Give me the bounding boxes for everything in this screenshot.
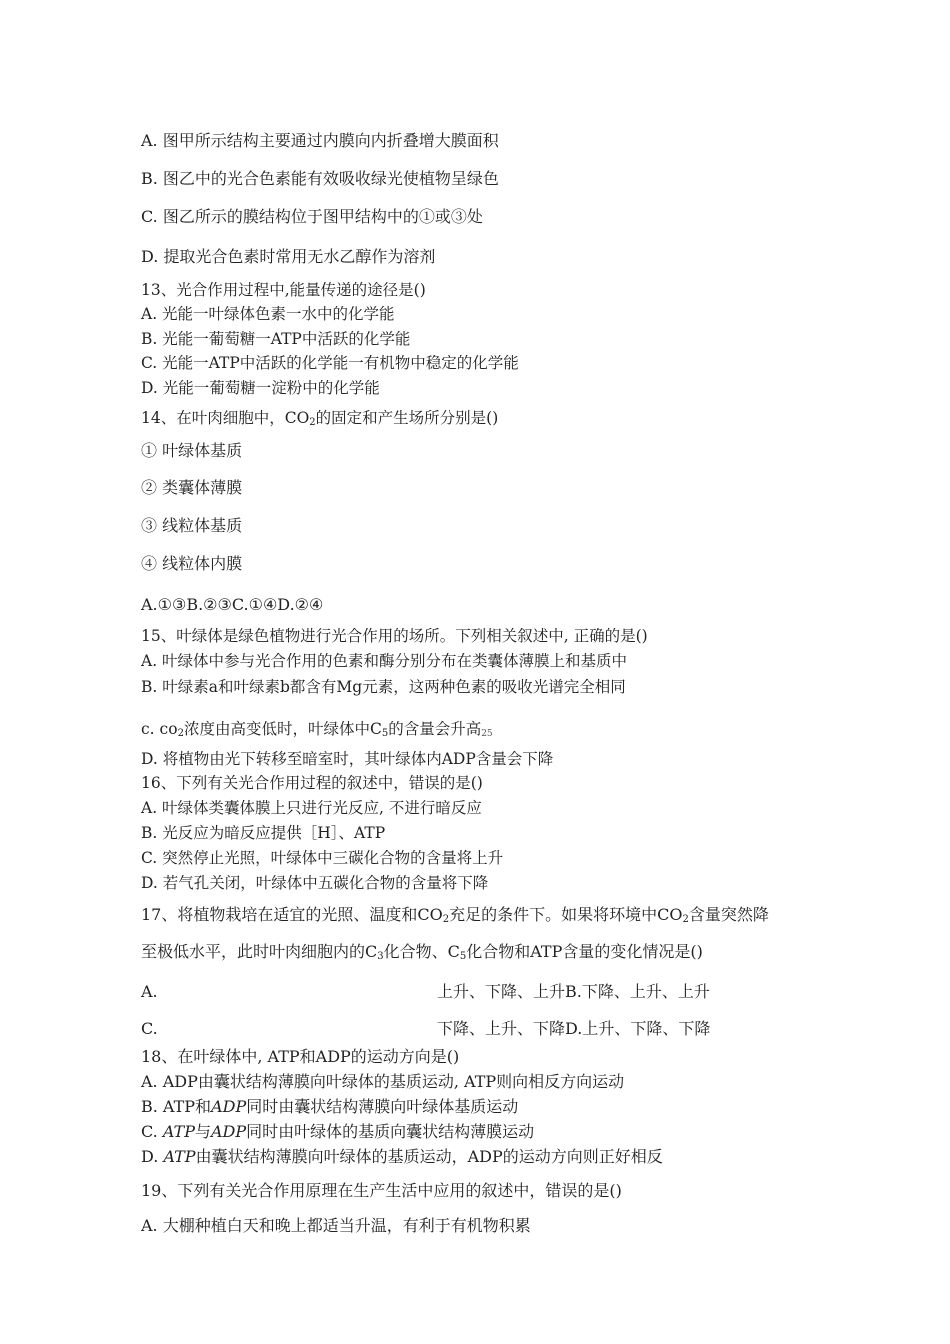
q17-option-c-text: 下降、上升、下降D.上升、下降、下降	[437, 1019, 711, 1038]
q17-stem-line-2: 至极低水平，此时叶肉细胞内的$C_3$化合物、$C_5$化合物和ATP含量的变化情况是()	[141, 942, 703, 962]
q12-option-b: B. 图乙中的光合色素能有效吸收绿光使植物呈绿色	[141, 169, 499, 188]
q13-option-c: C. 光能一ATP中活跃的化学能一有机物中稳定的化学能	[141, 354, 519, 372]
q16-option-a: A. 叶绿体类囊体膜上只进行光反应, 不进行暗反应	[141, 799, 482, 817]
q16-stem: 16、下列有关光合作用过程的叙述中，错误的是()	[141, 774, 483, 792]
q17-option-a-text: 上升、下降、上升B.下降、上升、上升	[437, 982, 710, 1001]
q18-option-b: B. ATP和ADP同时由囊状结构薄膜向叶绿体基质运动	[141, 1097, 519, 1116]
q14-item-4: ④ 线粒体内膜	[141, 554, 243, 573]
q16-option-d: D. 若气孔关闭，叶绿体中五碳化合物的含量将下降	[141, 874, 489, 892]
q14-item-2: ② 类囊体薄膜	[141, 478, 243, 497]
q19-option-a: A. 大棚种植白天和晚上都适当升温，有利于有机物积累	[141, 1216, 531, 1235]
q18-stem: 18、在叶绿体中, ATP和ADP的运动方向是()	[141, 1047, 460, 1066]
q18-option-c: C. ATP与ADP同时由叶绿体的基质向囊状结构薄膜运动	[141, 1122, 535, 1141]
q15-option-c: c. $co_2$浓度由高变低时，叶绿体中$C_5$的含量会升高25	[141, 720, 493, 739]
q15-stem: 15、叶绿体是绿色植物进行光合作用的场所。下列相关叙述中, 正确的是()	[141, 627, 648, 645]
q12-option-c: C. 图乙所示的膜结构位于图甲结构中的①或③处	[141, 207, 483, 226]
q13-stem: 13、光合作用过程中,能量传递的途径是()	[141, 281, 426, 299]
q17-option-a-label: A.	[141, 982, 158, 1001]
q17-option-c-label: C.	[141, 1019, 158, 1038]
q18-option-a: A. ADP由囊状结构薄膜向叶绿体的基质运动, ATP则向相反方向运动	[141, 1072, 625, 1091]
q12-option-d: D. 提取光合色素时常用无水乙醇作为溶剂	[141, 247, 436, 266]
q14-answer-choices: A.①③B.②③C.①④D.②④	[141, 595, 324, 614]
q18-option-d: D. ATP由囊状结构薄膜向叶绿体的基质运动，ADP的运动方向则正好相反	[141, 1147, 663, 1166]
q16-option-b: B. 光反应为暗反应提供［H］、ATP	[141, 824, 386, 842]
q15-option-a: A. 叶绿体中参与光合作用的色素和酶分别分布在类囊体薄膜上和基质中	[141, 652, 628, 670]
q16-option-c: C. 突然停止光照，叶绿体中三碳化合物的含量将上升	[141, 849, 504, 867]
q13-option-a: A. 光能一叶绿体色素一水中的化学能	[141, 305, 395, 323]
q19-stem: 19、下列有关光合作用原理在生产生活中应用的叙述中，错误的是()	[141, 1181, 622, 1200]
q13-option-b: B. 光能一葡萄糖一ATP中活跃的化学能	[141, 330, 411, 348]
q14-item-1: ① 叶绿体基质	[141, 441, 243, 460]
q14-item-3: ③ 线粒体基质	[141, 516, 243, 535]
q14-stem: 14、在叶肉细胞中，$CO_2$的固定和产生场所分别是()	[141, 409, 499, 428]
q15-option-b: B. 叶绿素a和叶绿素b都含有Mg元素，这两种色素的吸收光谱完全相同	[141, 678, 626, 696]
q13-option-d: D. 光能一葡萄糖一淀粉中的化学能	[141, 379, 380, 397]
q17-stem-line-1: 17、将植物栽培在适宜的光照、温度和$CO_2$充足的条件下。如果将环境中$CO_2$含量突然降	[141, 905, 769, 925]
q12-option-a: A. 图甲所示结构主要通过内膜向内折叠增大膜面积	[141, 131, 499, 150]
q15-option-d: D. 将植物由光下转移至暗室时，其叶绿体内ADP含量会下降	[141, 750, 554, 768]
